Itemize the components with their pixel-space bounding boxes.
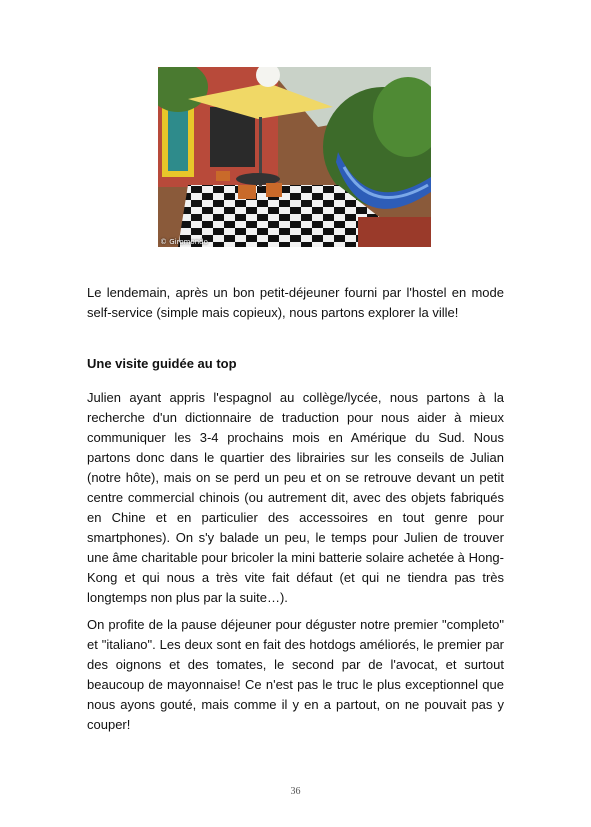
section-heading: Une visite guidée au top (87, 356, 237, 371)
page-number: 36 (290, 786, 301, 797)
hostel-patio-photo (158, 67, 431, 247)
paragraph-visit: Julien ayant appris l'espagnol au collège/lycée, nous partons à la recherche d'un dictionnaire de traduction pour nous aider à mieux communiquer les 3-4 prochains mois en Amérique du Sud. Nous partons donc dans le quartier des librairies sur les conseils de Julian (notre hôte), mais on se perd un peu et on se retrouve devant un petit centre commercial chinois (ou autrement dit, avec des objets fabriqués en Chine et en particulier des accessoires en tout genre pour smartphones). On s'y balade un peu, le temps pour Julien de trouver une âme charitable pour bricoler la mini batterie solaire achetée à Hong-Kong et qui nous a très vite fait défaut (et qui ne tiendra pas très longtemps non plus par la suite…). (87, 390, 504, 605)
photo-credit: © Giromondo (160, 238, 208, 246)
paragraph-intro: Le lendemain, après un bon petit-déjeuner fourni par l'hostel en mode self-service (simple mais copieux), nous partons explorer la ville! (87, 285, 504, 320)
paragraph-lunch: On profite de la pause déjeuner pour déguster notre premier "completo" et "italiano". Les deux sont en fait des hotdogs améliorés, le premier par des oignons et des tomates, le second par de l'avocat, et surtout beaucoup de mayonnaise! Ce n'est pas le truc le plus exceptionnel que nous ayons gouté, mais comme il y en a partout, on ne pouvait pas y couper! (87, 617, 504, 732)
